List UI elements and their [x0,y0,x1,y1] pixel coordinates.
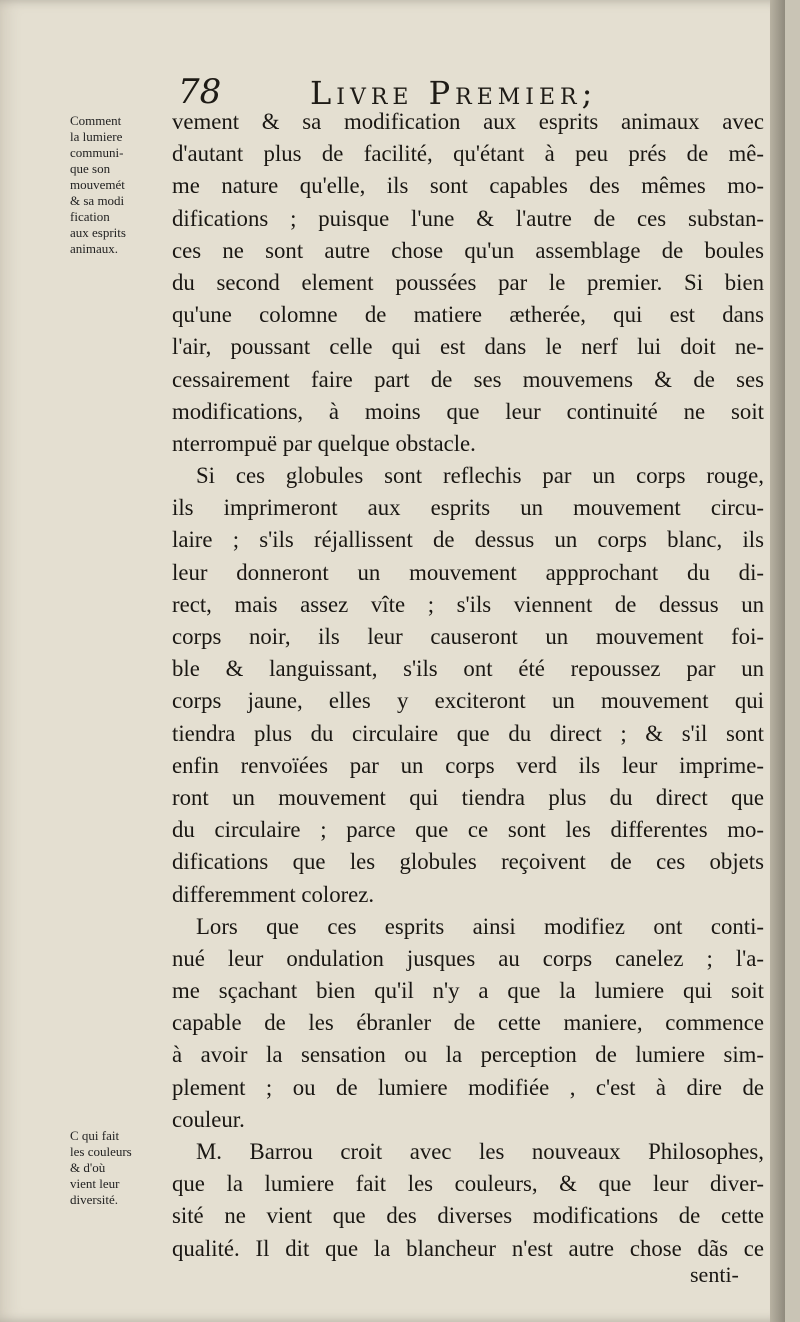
text-line: difications que les globules reçoivent de ces objets [172,849,764,875]
text-line: l'air, poussant celle qui est dans le nerf lui doit ne- [172,334,764,360]
margin-note-line: communi- [70,145,124,160]
body-text [172,106,764,1265]
margin-note-colors [70,1128,180,1208]
text-line: capable de les ébranler de cette maniere, commence [172,1010,764,1036]
margin-note-line: que son [70,161,111,176]
text-line: à avoir la sensation ou la perception de lumiere sim- [172,1042,764,1068]
text-line: tiendra plus du circulaire que du direct ; & s'il sont [172,720,764,746]
text-line: leur donneront un mouvement appprochant du di- [172,559,764,585]
margin-note-line: animaux. [70,241,119,256]
page-edge-shadow [770,0,785,1322]
text-line: qualité. Il dit que la blancheur n'est autre chose dãs ce [172,1235,764,1261]
text-line: sité ne vient que des diverses modifications de cette [172,1203,764,1229]
text-line: corps jaune, elles y exciteront un mouvement qui [172,688,764,714]
text-line: me sçachant bien qu'il n'y a que la lumiere qui soit [172,978,764,1004]
margin-note-line: la lumiere [70,129,123,144]
margin-note-line: & d'où [70,1160,106,1175]
margin-note-line: Comment [70,113,122,128]
text-line: que la lumiere fait les couleurs, & que leur diver- [172,1171,764,1197]
text-line: rect, mais assez vîte ; s'ils viennent de dessus un [172,591,764,617]
running-title: Livre Premier; [310,74,598,112]
catchword: senti- [690,1262,739,1287]
text-line: ront un mouvement qui tiendra plus du direct que [172,784,764,810]
text-line: differemment colorez. [172,881,375,907]
margin-note-line: fication [70,209,110,224]
text-line: nué leur ondulation jusques au corps canelez ; l'a- [172,945,764,971]
text-line: modifications, à moins que leur continuité ne soit [172,398,764,424]
paragraph-first-line: M. Barrou croit avec les nouveaux Philosophes, [196,1139,764,1164]
text-line: ble & languissant, s'ils ont été repoussez par un [172,656,764,682]
page-number: 78 [178,72,222,112]
text-line: cessairement faire part de ses mouvemens & de ses [172,366,764,392]
margin-note-light-communication [70,113,180,257]
text-line: vement & sa modification aux esprits animaux avec [172,109,764,134]
text-line: qu'une colomne de matiere ætherée, qui est dans [172,302,764,328]
text-line: couleur. [172,1106,245,1132]
margin-note-line: mouvemét [70,177,125,192]
text-line: me nature qu'elle, ils sont capables des mêmes mo- [172,173,764,199]
text-line: d'autant plus de facilité, qu'étant à peu prés de mê- [172,141,764,167]
text-line: du second element poussées par le premier. Si bien [172,269,764,295]
margin-note-line: aux esprits [70,225,126,240]
paragraph-first-line: Si ces globules sont reflechis par un corps rouge, [196,463,764,489]
text-line: difications ; puisque l'une & l'autre de ces substan- [172,205,764,231]
text-line: corps noir, ils leur causeront un mouvement foi- [172,624,764,649]
margin-note-line: diversité. [70,1192,119,1207]
text-line: ces ne sont autre chose qu'un assemblage de boules [172,237,764,263]
margin-note-line: C qui fait [70,1128,120,1143]
margin-note-line: les couleurs [70,1144,132,1159]
text-line: laire ; s'ils réjallissent de dessus un corps blanc, ils [172,527,764,553]
text-line: nterrompuë par quelque obstacle. [172,430,476,456]
margin-note-line: & sa modi [70,193,125,208]
text-line: enfin renvoïées par un corps verd ils leur imprime- [172,752,764,778]
text-line: plement ; ou de lumiere modifiée , c'est à dire de [172,1074,764,1100]
margin-note-line: vient leur [70,1176,120,1191]
text-line: du circulaire ; parce que ce sont les differentes mo- [172,817,764,843]
paragraph-first-line: Lors que ces esprits ainsi modifiez ont conti- [196,913,764,939]
text-line: ils imprimeront aux esprits un mouvement circu- [172,495,764,521]
